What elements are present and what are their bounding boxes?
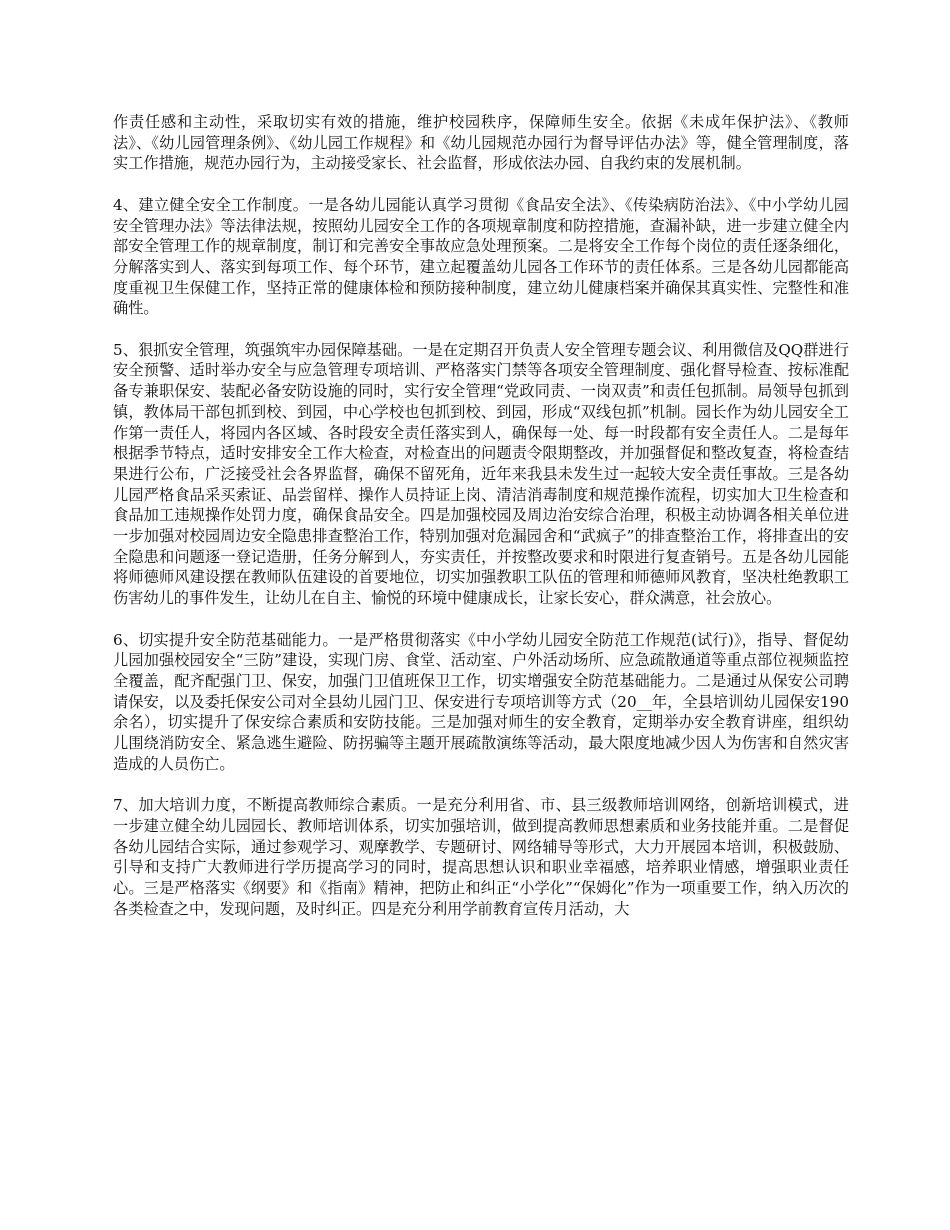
paragraph-continuation: 作责任感和主动性，采取切实有效的措施，维护校园秩序，保障师生安全。依据《未成年保护法》、《教师法》、《幼儿园管理条例》、《幼儿园工作规程》和《幼儿园规范办园行为督导评估办法》等，健全管理制度，落实工作措施，规范办园行为，主动接受家长、社会监督，形成依法办园、自我约束的发展机制。 [113,113,849,173]
paragraph-safety-management: 5、狠抓安全管理，筑强筑牢办园保障基础。一是在定期召开负责人安全管理专题会议、利用微信及QQ群进行安全预警、适时举办安全与应急管理专项培训、严格落实门禁等各项安全管理制度、强化督导检查、按标准配备专兼职保安、装配必备安防设施的同时，实行安全管理“党政同责、一岗双责”和责任包抓制。局领导包抓到镇，教体局干部包抓到校、到园，中心学校也包抓到校、到园，形成“双线包抓”机制。园长作为幼儿园安全工作第一责任人，将园内各区域、各时段安全责任落实到人，确保每一处、每一时段都有安全责任人。二是每年根据季节特点，适时安排安全工作大检查，对检查出的问题责令限期整改，并加强督促和整改复查，将检查结果进行公布，广泛接受社会各界监督，确保不留死角，近年来我县未发生过一起较大安全责任事故。三是各幼儿园严格食品采买索证、品尝留样、操作人员持证上岗、清洁消毒制度和规范操作流程，切实加大卫生检查和食品加工违规操作处罚力度，确保食品安全。四是加强校园及周边治安综合治理，积极主动协调各相关单位进一步加强对校园周边安全隐患排查整治工作，特别加强对危漏园舍和“武疯子”的排查整治工作，将排查出的安全隐患和问题逐一登记造册，任务分解到人，夯实责任，并按整改要求和时限进行复查销号。五是各幼儿园能将师德师风建设摆在教师队伍建设的首要地位，切实加强教职工队伍的管理和师德师风教育，坚决杜绝教职工伤害幼儿的事件发生，让幼儿在自主、愉悦的环境中健康成长，让家长安心，群众满意，社会放心。 [113,340,849,608]
document-body [113,112,849,919]
paragraph-safety-system: 4、建立健全安全工作制度。一是各幼儿园能认真学习贯彻《食品安全法》、《传染病防治法》、《中小学幼儿园安全管理办法》等法律法规，按照幼儿园安全工作的各项规章制度和防控措施，查漏补缺，进一步建立健全内部安全管理工作的规章制度，制订和完善安全事故应急处理预案。二是将安全工作每个岗位的责任逐条细化，分解落实到人、落实到每项工作、每个环节，建立起覆盖幼儿园各工作环节的责任体系。三是各幼儿园都能高度重视卫生保健工作，坚持正常的健康体检和预防接种制度，建立幼儿健康档案并确保其真实性、完整性和准确性。 [113,195,849,318]
paragraph-teacher-training: 7、加大培训力度，不断提高教师综合素质。一是充分利用省、市、县三级教师培训网络，创新培训模式，进一步建立健全幼儿园园长、教师培训体系，切实加强培训，做到提高教师思想素质和业务技能并重。二是督促各幼儿园结合实际，通过参观学习、观摩教学、专题研讨、网络辅导等形式，大力开展园本培训，积极鼓励、引导和支持广大教师进行学历提高学习的同时，提高思想认识和职业幸福感，培养职业情感，增强职业责任心。三是严格落实《纲要》和《指南》精神，把防止和纠正“小学化”“保姆化”作为一项重要工作，纳入历次的各类检查之中，发现问题，及时纠正。四是充分利用学前教育宣传月活动，大 [113,796,849,918]
paragraph-safety-prevention: 6、切实提升安全防范基础能力。一是严格贯彻落实《中小学幼儿园安全防范工作规范(试行)》，指导、督促幼儿园加强校园安全“三防”建设，实现门房、食堂、活动室、户外活动场所、应急疏散通道等重点部位视频监控全覆盖，配齐配强门卫、保安，加强门卫值班保卫工作，切实增强安全防范基础能力。二是通过从保安公司聘请保安，以及委托保安公司对全县幼儿园门卫、保安进行专项培训等方式（20__年，全县培训幼儿园保安190余名），切实提升了保安综合素质和安防技能。三是加强对师生的安全教育，定期举办安全教育讲座，组织幼儿围绕消防安全、紧急逃生避险、防拐骗等主题开展疏散演练等活动，最大限度地减少因人为伤害和自然灾害造成的人员伤亡。 [113,630,849,773]
